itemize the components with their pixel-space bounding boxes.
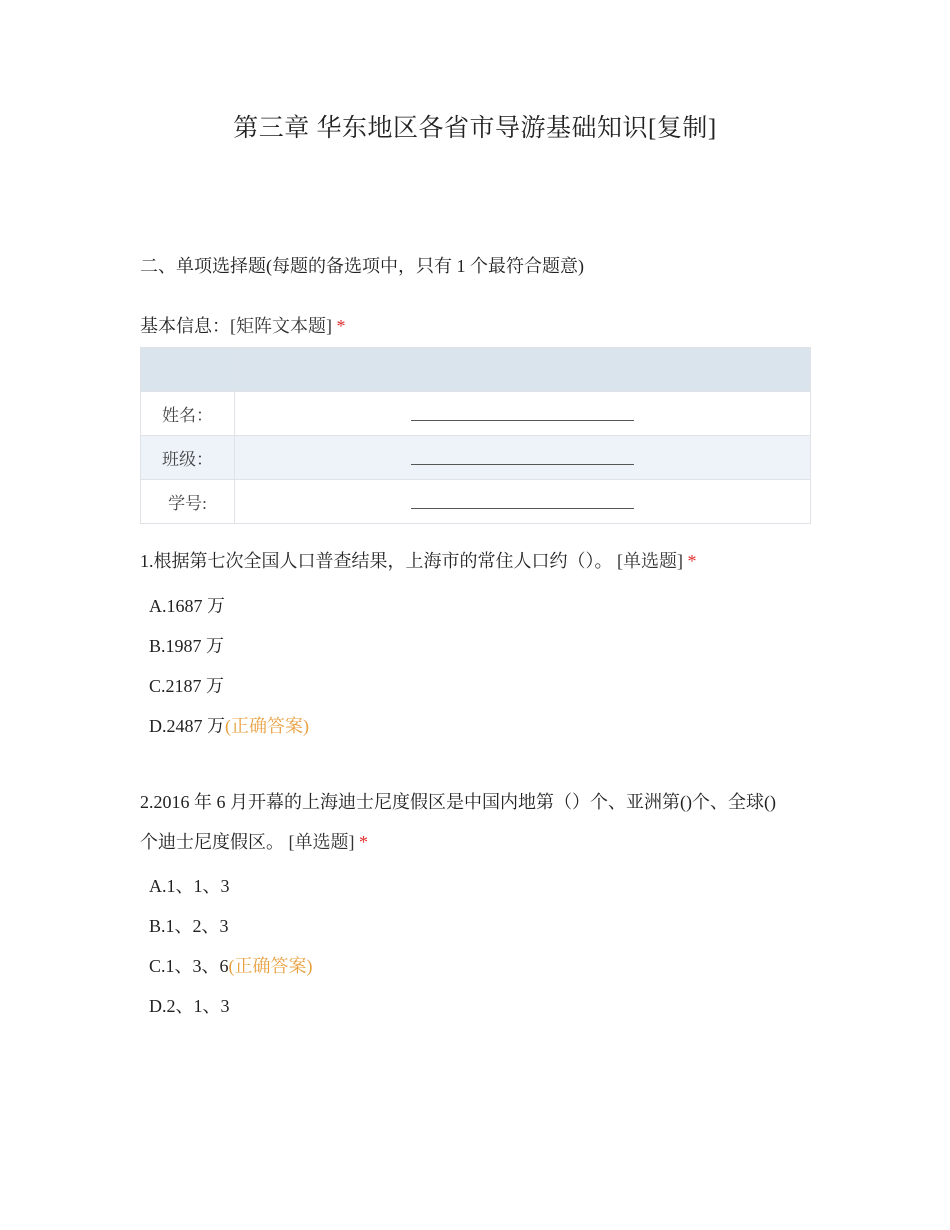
matrix-header-row xyxy=(141,348,811,392)
option-c[interactable] xyxy=(149,952,313,978)
required-mark: * xyxy=(336,316,346,336)
row-label-student-id: 学号: xyxy=(141,480,235,524)
option-a[interactable] xyxy=(149,592,225,618)
row-label-class: 班级： xyxy=(141,436,235,480)
question-text xyxy=(140,547,697,573)
class-input-cell[interactable] xyxy=(235,436,811,480)
option-d[interactable] xyxy=(149,712,309,738)
class-field[interactable] xyxy=(411,463,634,465)
basic-info-question xyxy=(140,312,346,338)
option-label: B.1、2、3 xyxy=(149,916,229,936)
option-label: D.2、1、3 xyxy=(149,996,230,1016)
option-a[interactable] xyxy=(149,872,230,898)
basic-info-matrix xyxy=(140,347,811,524)
row-label-name: 姓名： xyxy=(141,392,235,436)
student-id-field[interactable] xyxy=(411,507,634,509)
correct-answer-marker: (正确答案) xyxy=(225,716,309,736)
question-stem-line-1: 2.2016 年 6 月开幕的上海迪士尼度假区是中国内地第（）个、亚洲第()个、全球() xyxy=(140,792,776,812)
question-text xyxy=(140,828,368,854)
option-label: B.1987 万 xyxy=(149,636,225,656)
required-mark: * xyxy=(687,551,697,571)
question-type-tag: [矩阵文本题] xyxy=(230,316,332,336)
option-label: C.1、3、6 xyxy=(149,956,229,976)
question-type-tag: [单选题] xyxy=(288,832,355,852)
question-text: 基本信息： xyxy=(140,316,230,336)
option-c[interactable] xyxy=(149,672,224,698)
correct-answer-marker: (正确答案) xyxy=(228,956,313,976)
matrix-header-cell xyxy=(141,348,235,392)
student-id-input-cell[interactable] xyxy=(235,480,811,524)
name-input-cell[interactable] xyxy=(235,392,811,436)
matrix-row xyxy=(141,392,811,436)
required-mark: * xyxy=(359,832,368,852)
question-stem: 1.根据第七次全国人口普查结果，上海市的常住人口约（）。 xyxy=(140,551,613,571)
name-field[interactable] xyxy=(411,419,634,421)
matrix-row xyxy=(141,480,811,524)
option-label: D.2487 万 xyxy=(149,716,225,736)
page-title: 第三章 华东地区各省市导游基础知识[复制] xyxy=(233,115,717,142)
option-b[interactable] xyxy=(149,632,224,658)
option-label: A.1687 万 xyxy=(149,596,225,616)
option-label: C.2187 万 xyxy=(149,676,225,696)
question-stem-line-2: 个迪士尼度假区。 xyxy=(140,832,284,852)
matrix-header-cell xyxy=(235,348,811,392)
option-label: A.1、1、3 xyxy=(149,876,230,896)
question-type-tag: [单选题] xyxy=(617,551,683,571)
matrix-row xyxy=(141,436,811,480)
section-heading: 二、单项选择题(每题的备选项中，只有 1 个最符合题意) xyxy=(140,256,584,276)
option-d[interactable] xyxy=(149,992,230,1018)
option-b[interactable] xyxy=(149,912,229,938)
